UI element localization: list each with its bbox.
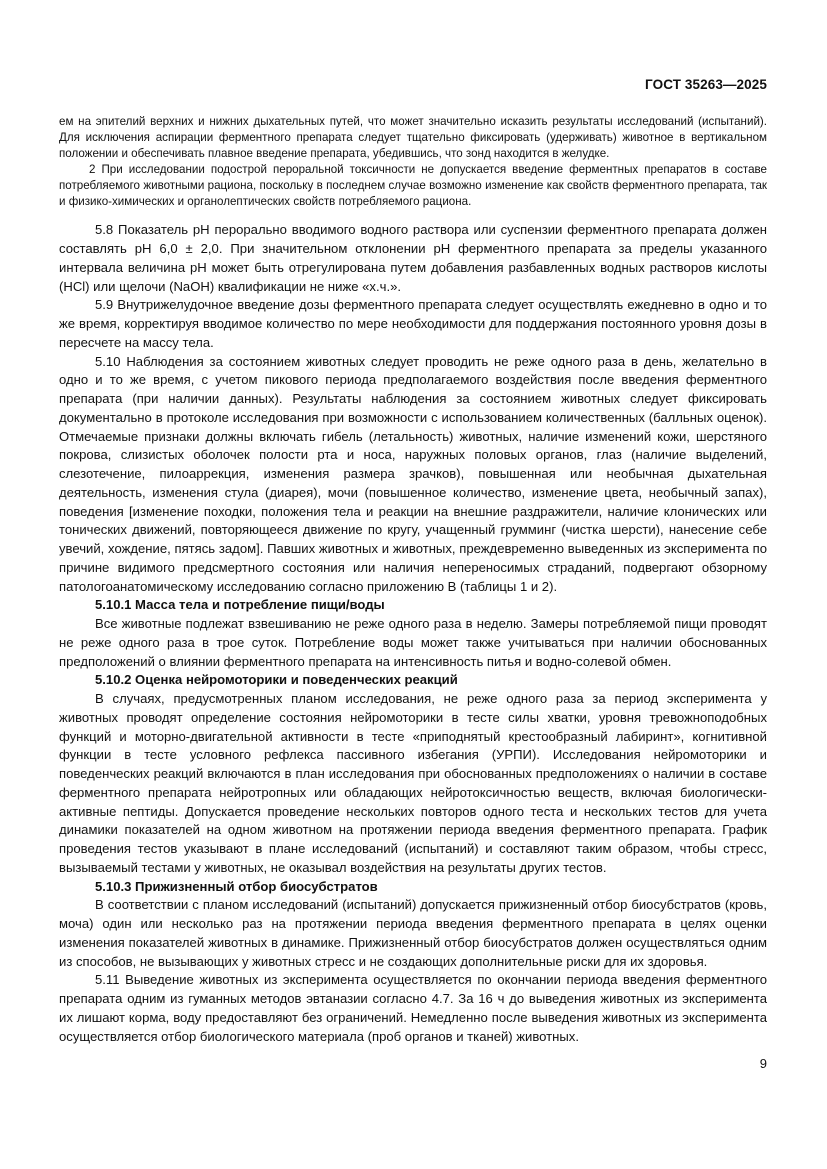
heading-5-10-3: 5.10.3 Прижизненный отбор биосубстратов xyxy=(95,878,378,894)
main-text xyxy=(59,221,767,1046)
paragraph-5-11: 5.11 Выведение животных из эксперимента осуществляется по окончании периода введения ферментного препарата одним из гуманных методов эвтаназии согласно 4.7. За 16 ч до выведения животных из эксперимента их лишают корма, воду предоставляют без ограничений. Немедленно после выведения животных из эксперимента осуществляется отбор биологического материала (проб органов и тканей) животных. xyxy=(59,972,767,1044)
heading-5-10-2: 5.10.2 Оценка нейромоторики и поведенческих реакций xyxy=(95,672,458,688)
notes-block xyxy=(59,114,767,209)
note-2: 2 При исследовании подострой пероральной токсичности не допускается введение ферментных препаратов в составе потребляемого животными рациона, поскольку в последнем случае возможно изменение как свойств ферментного препарата, так и физико-химических и органолептических свойств потребляемого рациона. xyxy=(59,162,767,208)
paragraph-5-10-3: В соответствии с планом исследований (испытаний) допускается прижизненный отбор биосубстратов (кровь, моча) один или несколько раз на протяжении периода введения ферментного препарата в целях оценки изменения показателей животных в динамике. Прижизненный отбор биосубстратов должен осуществляться одним из способов, не вызывающих у животных стресс и не создающих дополнительные риски для их здоровья. xyxy=(59,897,767,969)
paragraph-5-9: 5.9 Внутрижелудочное введение дозы ферментного препарата следует осуществлять ежедневно в одно и то же время, корректируя вводимое количество по мере необходимости для поддержания постоянного уровня дозы в пересчете на массу тела. xyxy=(59,297,767,350)
page-number: 9 xyxy=(759,1056,767,1071)
paragraph-5-10-2: В случаях, предусмотренных планом исследования, не реже одного раза за период эксперимента у животных проводят определение состояния нейромоторики в тесте силы хватки, уровня тревожноподобных функций и моторно-двигательной активности в тесте «приподнятый крестообразный лабиринт», когнитивной функции в тесте условного рефлекса пассивного избегания (УРПИ). Исследования нейромоторики и поведенческих реакций включаются в план исследования при обоснованных предположениях о наличии в составе ферментного препарата нейротропных или обладающих нейротоксичностью веществ, включая биологически-активные пептиды. Допускается проведение нескольких повторов одного теста и нескольких тестов для учета динамики показателей на одном животном на протяжении периода введения ферментного препарата. График проведения тестов указывают в плане исследований (испытаний) и составляют таким образом, чтобы стресс, вызываемый тестами у животных, не оказывал воздействия на результаты других тестов. xyxy=(59,691,767,875)
page-content xyxy=(59,114,767,1046)
paragraph-5-10-1: Все животные подлежат взвешиванию не реже одного раза в неделю. Замеры потребляемой пищи проводят не реже одного раза в трое суток. Потребление воды может также учитываться при наличии обоснованных предположений о влиянии ферментного препарата на интенсивность питья и водно-солевой обмен. xyxy=(59,616,767,669)
paragraph-5-10: 5.10 Наблюдения за состоянием животных следует проводить не реже одного раза в день, желательно в одно и то же время, с учетом пикового периода предполагаемого воздействия после введения ферментного препарата (при наличии данных). Результаты наблюдения за состоянием животных следует фиксировать документально в протоколе исследования при возможности с использованием количественных (балльных оценок). Отмечаемые признаки должны включать гибель (летальность) животных, наличие изменений кожи, шерстяного покрова, слизистых оболочек полости рта и носа, наружных половых органов, глаз (наличие выделений, слезотечение, пилоаррекция, изменения размера зрачков), повышенная или необычная дыхательная деятельность, изменения стула (диарея), мочи (повышенное количество, изменение цвета, необычный запах), поведения [изменение походки, положения тела и реакции на внешние раздражители, наличие клонических или тонических движений, повторяющееся движение по кругу, учащенный грумминг (чистка шерсти), нанесение себе увечий, хождение, пятясь задом]. Павших животных и животных, преждевременно выведенных из эксперимента по причине видимого предсмертного состояния или наличия непереносимых страданий, подвергают обзорному патологоанатомическому исследованию согласно приложению В (таблицы 1 и 2). xyxy=(59,353,767,594)
paragraph-5-8: 5.8 Показатель рН перорально вводимого водного раствора или суспензии ферментного препарата должен составлять рН 6,0 ± 2,0. При значительном отклонении рН ферментного препарата за пределы указанного интервала величина рН может быть отрегулирована путем добавления разбавленных водных растворов кислоты (HCl) или щелочи (NaOH) квалификации не ниже «х.ч.». xyxy=(59,222,767,294)
note-continuation: ем на эпителий верхних и нижних дыхательных путей, что может значительно исказить результаты исследований (испытаний). Для исключения аспирации ферментного препарата следует тщательно фиксировать (удерживать) животное в вертикальном положении и обеспечивать плавное введение препарата, убедившись, что зонд находится в желудке. xyxy=(59,115,767,160)
heading-5-10-1: 5.10.1 Масса тела и потребление пищи/воды xyxy=(95,597,385,613)
standard-header: ГОСТ 35263—2025 xyxy=(645,77,767,92)
